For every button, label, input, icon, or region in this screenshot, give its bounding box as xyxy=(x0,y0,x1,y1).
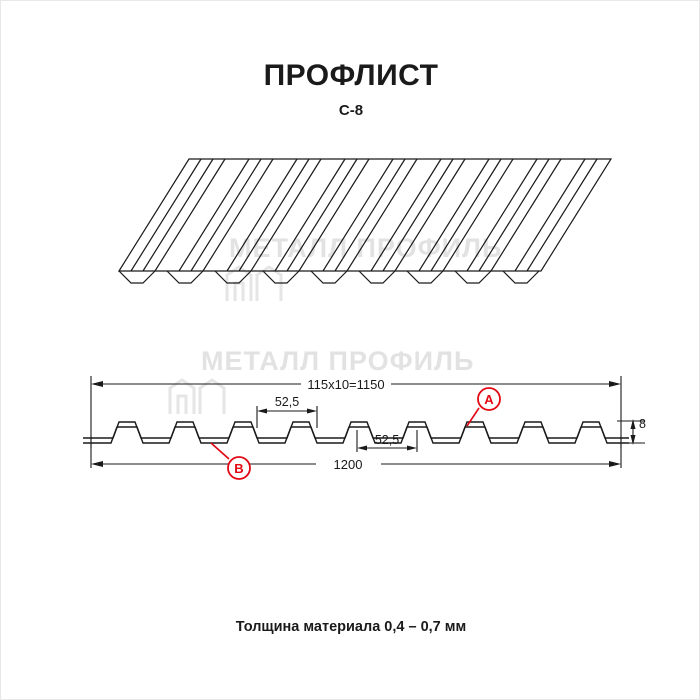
watermark-text-1: МЕТАЛЛ ПРОФИЛЬ xyxy=(229,233,503,263)
model-subtitle: С-8 xyxy=(338,102,364,119)
page-title: ПРОФЛИСТ xyxy=(263,59,439,92)
cross-section-profile-view xyxy=(61,356,651,496)
dimension-working-width: 115х10=1150 xyxy=(307,377,385,392)
isometric-profiled-sheet-view xyxy=(71,141,631,311)
material-thickness-note: Толщина материала 0,4 – 0,7 мм xyxy=(235,619,467,635)
callout-b xyxy=(228,457,250,479)
watermark-text-2: МЕТАЛЛ ПРОФИЛЬ xyxy=(201,346,475,376)
dimension-height: 8 xyxy=(639,417,646,431)
dimension-pitch-bottom: 52,5 xyxy=(374,433,400,447)
dimension-total-width: 1200 xyxy=(333,457,363,472)
svg-text:A: A xyxy=(484,392,494,407)
dimension-pitch-top: 52,5 xyxy=(274,395,300,409)
callout-a xyxy=(478,388,500,410)
svg-text:B: B xyxy=(234,461,244,476)
